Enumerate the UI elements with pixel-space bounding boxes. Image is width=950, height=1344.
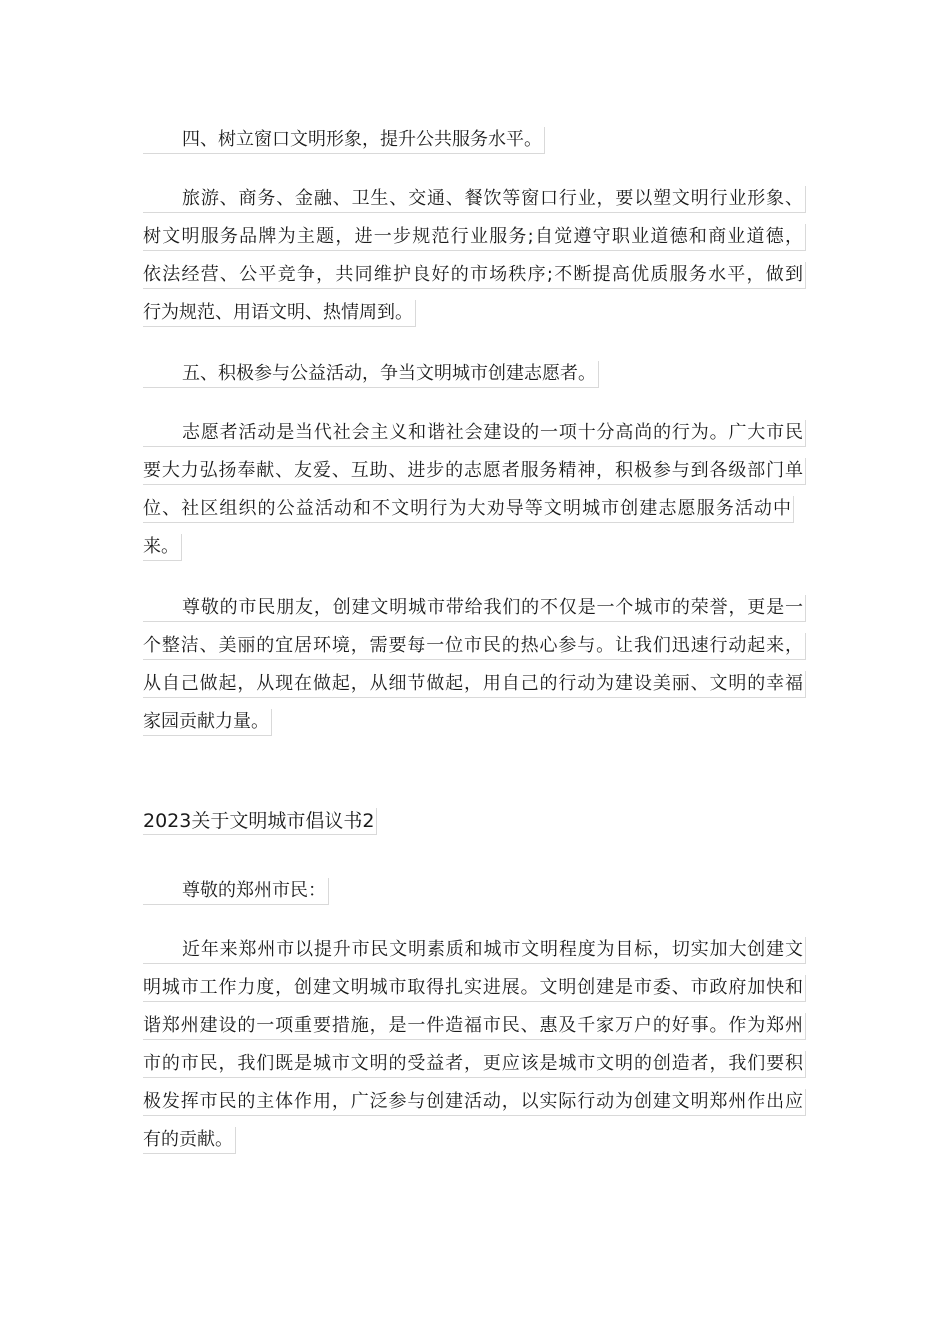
- document-page: 四、树立窗口文明形象，提升公共服务水平。 旅游、商务、金融、卫生、交通、餐饮等窗口行业，要以塑文明行业形象、 树文明服务品牌为主题，进一步规范行业服务;自觉遵守职业道德和商业道德， 依法经营、公平竞争，共同维护良好的市场秩序;不断提高优质服务水平，做到 行为规范、用语文明、热情周到。 五、积极参与公益活动，争当文明城市创建志愿者。 志愿者活动是当代社会主义和谐社会建设的一项十分高尚的行为。广大市民 要大力弘扬奉献、友爱、互助、进步的志愿者服务精神，积极参与到各级部门单 位、社区组织的公益活动和不文明行为大劝导等文明城市创建志愿服务活动中 来。 尊敬的市民朋友，创建文明城市带给我们的不仅是一个城市的荣誉，更是一 个整洁、美丽的宜居环境，需要每一位市民的热心参与。让我们迅速行动起来， 从自己做起，从现在做起，从细节做起，用自己的行动为建设美丽、文明的幸福 家园贡献力量。 2023关于文明城市倡议书2 尊敬的郑州市民： 近年来郑州市以提升市民文明素质和城市文明程度为目标，切实加大创建文 明城市工作力度，创建文明城市取得扎实进展。文明创建是市委、市政府加快和 谐郑州建设的一项重要措施，是一件造福市民、惠及千家万户的好事。作为郑州 市的市民，我们既是城市文明的受益者，更应该是城市文明的创造者，我们要积 极发挥市民的主体作用，广泛参与创建活动，以实际行动为创建文明郑州作出应 有的贡献。: [0, 0, 950, 1344]
